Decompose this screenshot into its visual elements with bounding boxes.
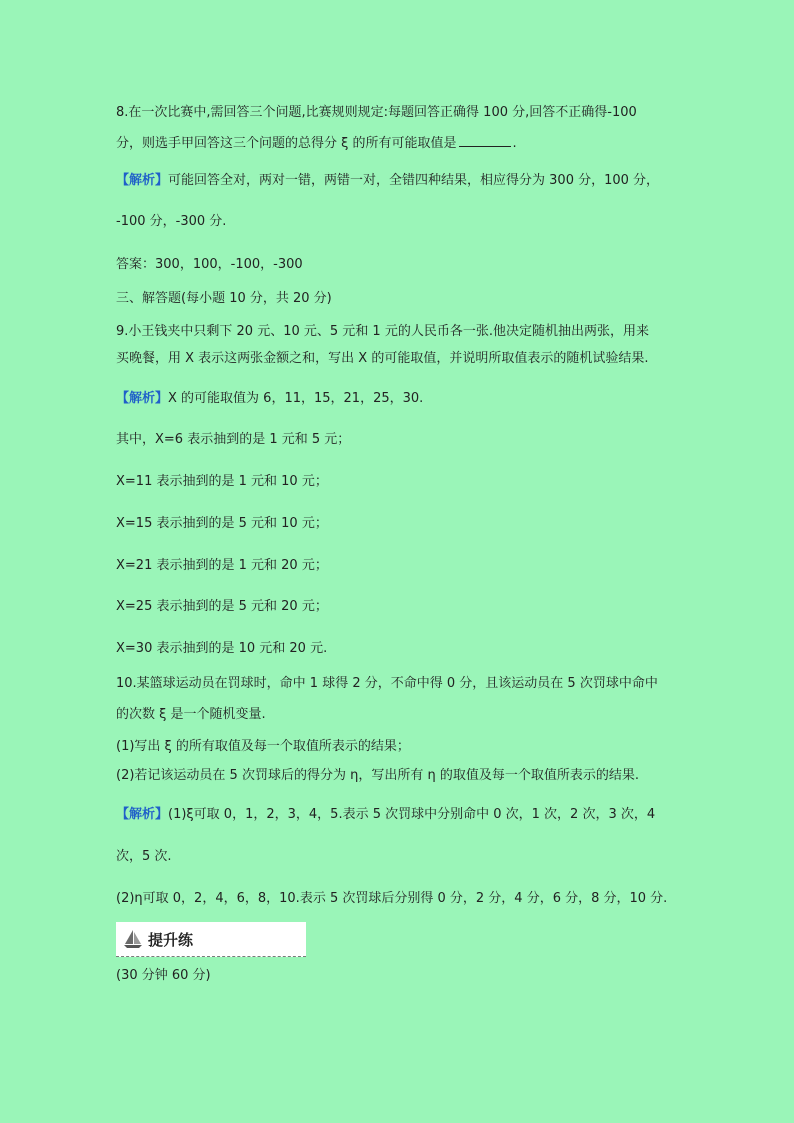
q10-analysis-line3: (2)η可取 0，2，4，6，8，10.表示 5 次罚球后分别得 0 分，2 分，4 分，6 分，8 分，10 分. xyxy=(116,891,668,906)
q9-line1: 9.小王钱夹中只剩下 20 元、10 元、5 元和 1 元的人民币各一张.他决定随机抽出两张，用来 xyxy=(116,324,649,339)
q10-analysis xyxy=(116,806,655,824)
q9-case: X=30 表示抽到的是 10 元和 20 元. xyxy=(116,641,328,656)
q9-case: X=15 表示抽到的是 5 元和 10 元； xyxy=(116,516,328,531)
sailboat-icon xyxy=(122,928,144,950)
banner-label: 提升练 xyxy=(148,931,194,949)
analysis-tag: 【解析】 xyxy=(116,391,169,406)
q10-analysis-text: (1)ξ可取 0，1，2，3，4，5.表示 5 次罚球中分别命中 0 次，1 次，2 次，3 次，4 xyxy=(168,807,656,822)
q10-analysis-line2: 次，5 次. xyxy=(116,849,172,864)
q8-line1: 8.在一次比赛中,需回答三个问题,比赛规则规定:每题回答正确得 100 分,回答不正确得-100 xyxy=(116,105,637,120)
q9-case: X=11 表示抽到的是 1 元和 10 元； xyxy=(116,474,328,489)
q10-part2: (2)若记该运动员在 5 次罚球后的得分为 η，写出所有 η 的取值及每一个取值所表示的结果. xyxy=(116,768,639,783)
practice-banner xyxy=(116,922,306,957)
q8-line2-end: . xyxy=(512,136,517,151)
q8-line2-text: 分，则选手甲回答这三个问题的总得分 ξ 的所有可能取值是 xyxy=(116,136,457,151)
q9-analysis xyxy=(116,390,423,408)
q10-part1: (1)写出 ξ 的所有取值及每一个取值所表示的结果； xyxy=(116,739,410,754)
q9-case: X=21 表示抽到的是 1 元和 20 元； xyxy=(116,558,328,573)
q8-analysis-text: 可能回答全对，两对一错，两错一对，全错四种结果，相应得分为 300 分，100 分， xyxy=(168,173,660,188)
q8-line2 xyxy=(116,134,517,153)
answer-blank xyxy=(459,134,511,147)
q10-line1: 10.某篮球运动员在罚球时，命中 1 球得 2 分，不命中得 0 分，且该运动员在 5 次罚球中命中 xyxy=(116,676,658,691)
section-title: 三、解答题(每小题 10 分，共 20 分) xyxy=(116,291,332,306)
q8-analysis-line2: -100 分，-300 分. xyxy=(116,214,227,229)
q9-line2: 买晚餐，用 X 表示这两张金额之和，写出 X 的可能取值，并说明所取值表示的随机试验结果. xyxy=(116,351,649,366)
q9-analysis-text: X 的可能取值为 6，11，15，21，25，30. xyxy=(168,391,424,406)
q10-line2: 的次数 ξ 是一个随机变量. xyxy=(116,707,266,722)
q8-answer: 答案：300，100，-100，-300 xyxy=(116,257,303,272)
analysis-tag: 【解析】 xyxy=(116,807,169,822)
time-note: (30 分钟 60 分) xyxy=(116,968,211,983)
analysis-tag: 【解析】 xyxy=(116,173,169,188)
q9-case: 其中，X=6 表示抽到的是 1 元和 5 元； xyxy=(116,432,351,447)
q9-case: X=25 表示抽到的是 5 元和 20 元； xyxy=(116,599,328,614)
q8-analysis xyxy=(116,172,659,190)
